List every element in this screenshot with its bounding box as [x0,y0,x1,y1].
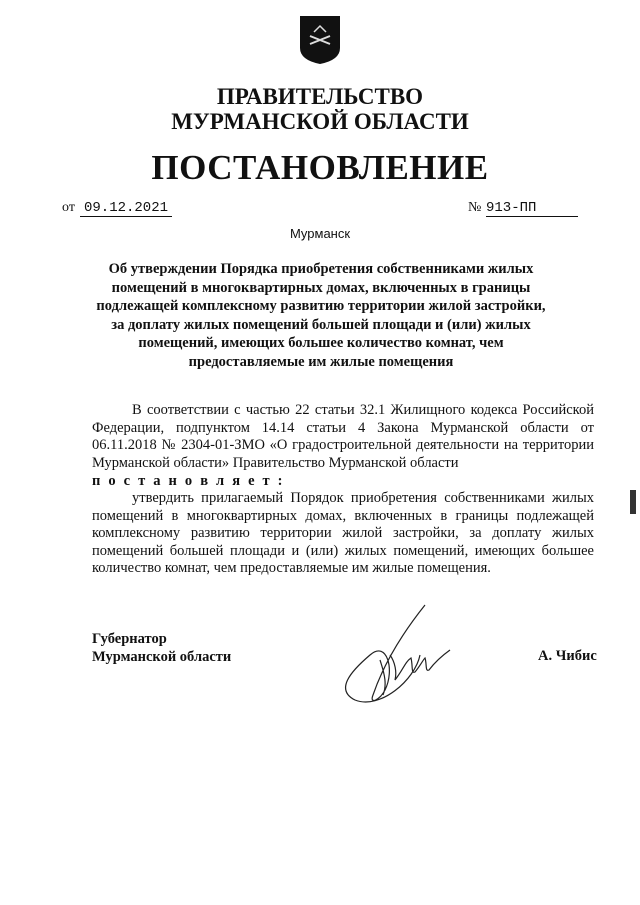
city-name: Мурманск [289,226,351,241]
coat-of-arms-icon [298,14,342,66]
signatory-position [92,630,231,666]
document-type-title: ПОСТАНОВЛЕНИЕ [151,148,489,187]
decree-word: п о с т а н о в л я е т : [92,473,285,489]
handwritten-signature-icon [325,600,465,715]
signatory-position-line2: Мурманской области [92,649,232,665]
number-prefix: № [468,200,482,215]
document-date: 09.12.2021 [80,200,172,217]
resolution-paragraph: утвердить прилагаемый Порядок приобретения собственниками жилых помещений в многоквартирных домах, включенных в границы подлежащей комплексному развитию территории жилой застройки, за доплату жилых помещений большей площади и (или) жилых помещений, имеющих большее количество комнат, чем предоставляемые им жилые помещения. [92,490,594,576]
scan-edge-mark [630,490,636,514]
org-name-line2: МУРМАНСКОЙ ОБЛАСТИ [171,109,469,134]
org-name-line1: ПРАВИТЕЛЬСТВО [216,84,424,109]
signatory-name: А. Чибис [538,648,597,664]
preamble-paragraph: В соответствии с частью 22 статьи 32.1 Жилищного кодекса Российской Федерации, подпунктом 14.14 статьи 4 Закона Мурманской области от 06.11.2018 № 2304-01-ЗМО «О градостроительной деятельности на территории Мурманской области» Правительство Мурманской области [92,402,594,471]
date-prefix: от [62,200,75,215]
signatory-position-line1: Губернатор [92,631,167,647]
document-subject: Об утверждении Порядка приобретения собственниками жилых помещений в многоквартирных домах, включенных в границы подлежащей комплексному развитию территории жилой застройки, за доплату жилых помещений большей площади и (или) жилых помещений, имеющих большее количество комнат, чем предоставляемые им жилые помещения [96,261,546,370]
document-number: 913-ПП [486,200,578,217]
